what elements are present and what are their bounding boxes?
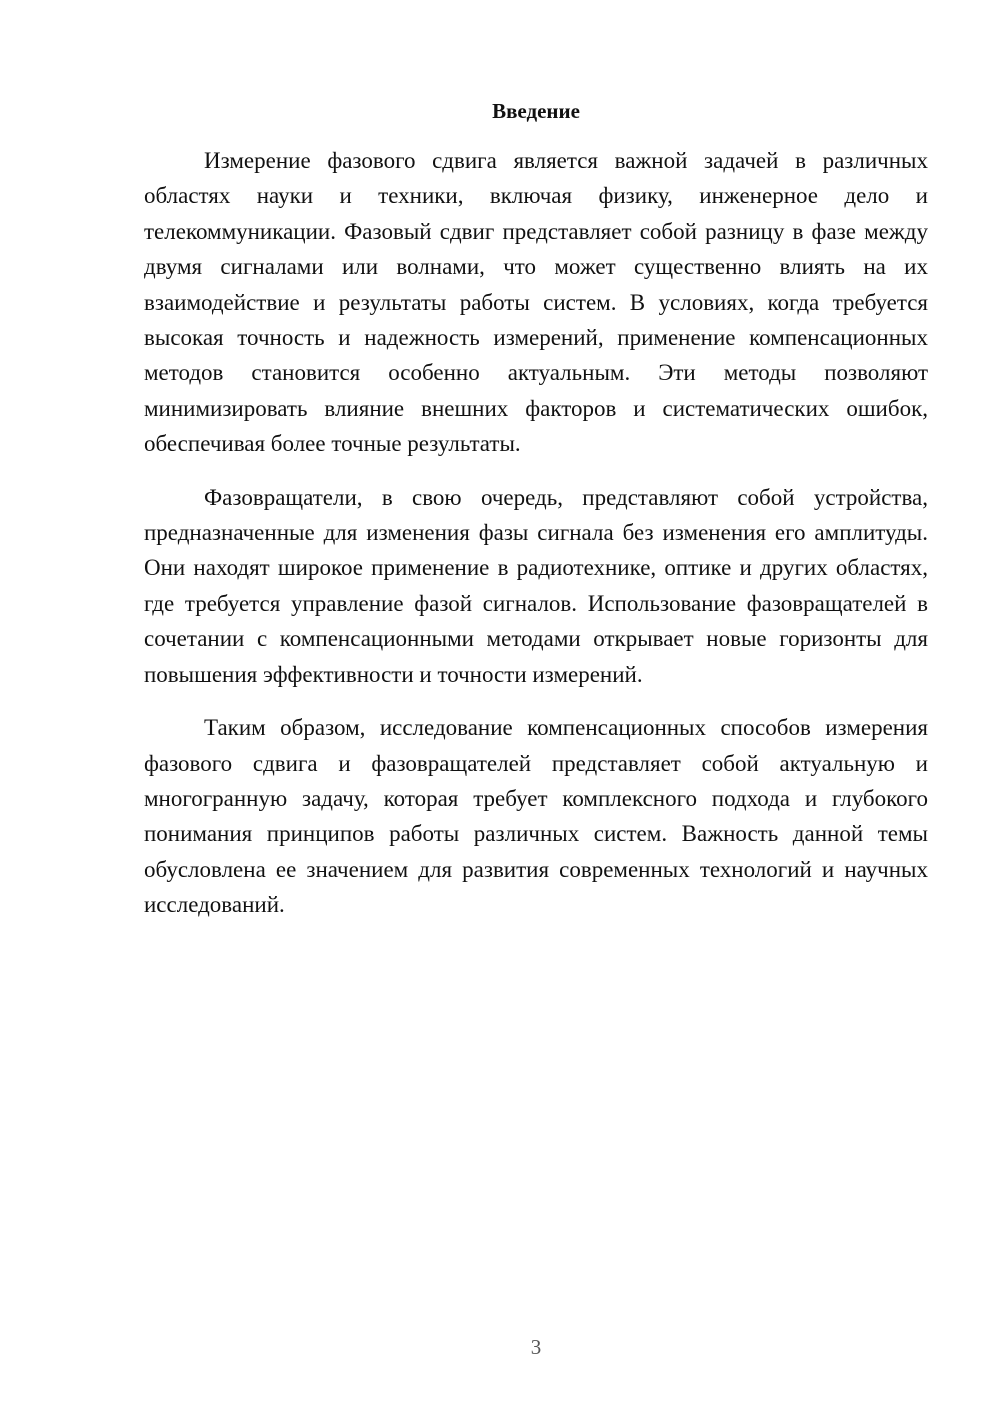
- page-number: 3: [530, 1335, 542, 1359]
- paragraph-3: Таким образом, исследование компенсационных способов измерения фазового сдвига и фазовращателей представляет собой актуальную и многогранную задачу, которая требует комплексного подхода и глубокого понимания принципов работы различных систем. Важность данной темы обусловлена ее значением для развития современных технологий и научных исследований.: [144, 715, 928, 918]
- body-text: [144, 143, 928, 923]
- paragraph-1: Измерение фазового сдвига является важной задачей в различных областях науки и техники, включая физику, инженерное дело и телекоммуникации. Фазовый сдвиг представляет собой разницу в фазе между двумя сигналами или волнами, что может существенно влиять на их взаимодействие и результаты работы систем. В условиях, когда требуется высокая точность и надежность измерений, применение компенсационных методов становится особенно актуальным. Эти методы позволяют минимизировать влияние внешних факторов и систематических ошибок, обеспечивая более точные результаты.: [144, 148, 928, 457]
- paragraph-2: Фазовращатели, в свою очередь, представляют собой устройства, предназначенные для изменения фазы сигнала без изменения его амплитуды. Они находят широкое применение в радиотехнике, оптике и других областях, где требуется управление фазой сигналов. Использование фазовращателей в сочетании с компенсационными методами открывает новые горизонты для повышения эффективности и точности измерений.: [144, 484, 928, 687]
- section-heading: Введение: [492, 99, 580, 123]
